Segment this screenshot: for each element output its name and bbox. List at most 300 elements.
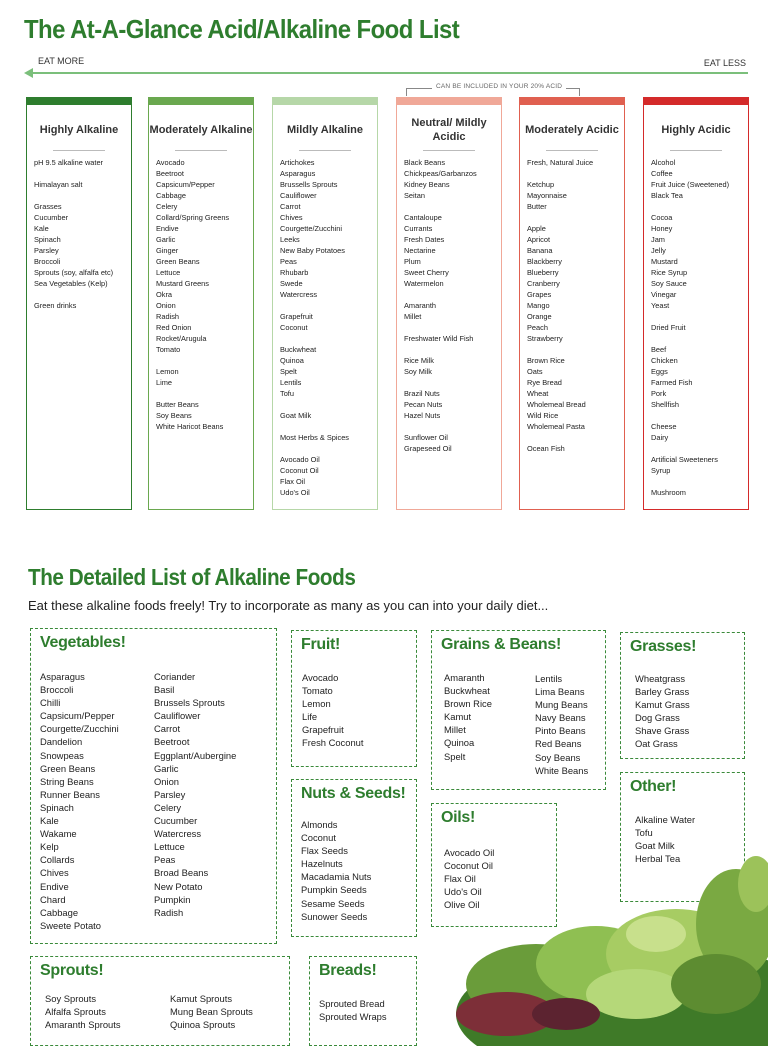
list-item: Onion: [154, 775, 180, 787]
list-item: Yeast: [651, 301, 670, 310]
list-item: Sprouts (soy, alfalfa etc): [34, 268, 114, 277]
list-item: Endive: [40, 880, 69, 892]
list-item: Avocado: [156, 158, 185, 167]
list-item: Peas: [154, 854, 176, 866]
breads-title: Breads!: [319, 962, 377, 979]
list-item: Jam: [651, 235, 665, 244]
list-item: Cucumber: [154, 815, 198, 827]
list-item: Quinoa Sprouts: [170, 1019, 236, 1031]
nuts-seeds-list: [301, 818, 371, 923]
list-item: Beetroot: [156, 169, 184, 178]
list-item: Flax Seeds: [301, 845, 348, 857]
list-item: [280, 300, 373, 311]
list-item: Fruit Juice (Sweetened): [651, 180, 730, 189]
list-item: Banana: [527, 246, 553, 255]
list-item: Blackberry: [527, 257, 562, 266]
list-item: [404, 377, 497, 388]
list-item: [651, 476, 744, 487]
list-item: [156, 388, 249, 399]
list-item: Green Beans: [156, 257, 200, 266]
list-item: Mango: [527, 301, 550, 310]
column-divider: [53, 150, 105, 151]
list-item: Shellfish: [651, 400, 679, 409]
list-item: Goat Milk: [635, 840, 675, 852]
list-item: Quinoa: [280, 356, 304, 365]
list-item: Spinach: [34, 235, 61, 244]
ph-column: [26, 97, 132, 510]
list-item: Lime: [156, 378, 173, 387]
nuts-seeds-title: Nuts & Seeds!: [301, 785, 406, 802]
list-item: Mustard: [651, 257, 678, 266]
list-item: Brazil Nuts: [404, 389, 440, 398]
list-item: [156, 355, 249, 366]
list-item: [527, 344, 620, 355]
list-item: Lemon: [302, 698, 331, 710]
list-item: Mung Beans: [535, 699, 588, 711]
eat-more-less-scale: [24, 52, 748, 80]
arrow-down-icon: [579, 88, 580, 96]
grasses-title: Grasses!: [630, 638, 697, 655]
vegetables-list-1: [40, 670, 119, 932]
leafy-greens-image: [416, 864, 768, 1024]
list-item: Tomato: [156, 345, 181, 354]
list-item: Wholemeal Bread: [527, 400, 586, 409]
list-item: [404, 344, 497, 355]
sprouts-title: Sprouts!: [40, 962, 104, 979]
vegetables-box: [30, 628, 277, 944]
list-item: Orange: [527, 312, 552, 321]
list-item: Amaranth Sprouts: [45, 1019, 121, 1031]
column-color-bar: [148, 97, 254, 105]
list-item: Farmed Fish: [651, 378, 693, 387]
list-item: Kale: [40, 815, 59, 827]
list-item: Amaranth: [444, 672, 485, 683]
list-item: Coffee: [651, 169, 673, 178]
ph-column: [148, 97, 254, 510]
list-item: Grapeseed Oil: [404, 444, 452, 453]
list-item: Parsley: [154, 788, 186, 800]
list-item: Sweete Potato: [40, 919, 101, 931]
list-item: Collard/Spring Greens: [156, 213, 230, 222]
column-items: [651, 157, 744, 498]
column-color-bar: [272, 97, 378, 105]
list-item: Onion: [156, 301, 176, 310]
list-item: Sunower Seeds: [301, 910, 368, 922]
list-item: Pumpkin Seeds: [301, 884, 367, 896]
list-item: Sprouted Bread: [319, 998, 385, 1009]
list-item: Coconut Oil: [280, 466, 319, 475]
list-item: [527, 168, 620, 179]
list-item: Navy Beans: [535, 712, 586, 724]
list-item: Dog Grass: [635, 712, 680, 724]
list-item: Mung Bean Sprouts: [170, 1006, 253, 1018]
arrow-down-icon: [406, 88, 407, 96]
list-item: Hazel Nuts: [404, 411, 441, 420]
list-item: Rhubarb: [280, 268, 309, 277]
list-item: Mayonnaise: [527, 191, 567, 200]
list-item: Broccoli: [40, 684, 74, 696]
list-item: Butter Beans: [156, 400, 199, 409]
vegetables-list-2: [154, 670, 236, 919]
column-divider: [670, 150, 722, 151]
eat-more-label: EAT MORE: [38, 56, 85, 66]
list-item: Fresh, Natural Juice: [527, 158, 594, 167]
list-item: Swede: [280, 279, 303, 288]
list-item: Nectarine: [404, 246, 436, 255]
list-item: Basil: [154, 684, 175, 696]
list-item: Watermelon: [404, 279, 444, 288]
list-item: Sesame Seeds: [301, 897, 365, 909]
list-item: Himalayan salt: [34, 180, 83, 189]
fruit-title: Fruit!: [301, 636, 341, 653]
list-item: Almonds: [301, 819, 338, 830]
list-item: [34, 190, 127, 201]
list-item: Green drinks: [34, 301, 77, 310]
list-item: Dairy: [651, 433, 669, 442]
list-item: Dandelion: [40, 736, 83, 748]
other-list: [635, 813, 695, 865]
list-item: Millet: [444, 724, 466, 736]
list-item: pH 9.5 alkaline water: [34, 158, 104, 167]
breads-list: [319, 997, 387, 1023]
list-item: Garlic: [156, 235, 176, 244]
list-item: Coconut Oil: [444, 860, 493, 872]
list-item: [651, 443, 744, 454]
list-item: Black Beans: [404, 158, 446, 167]
list-item: Carrot: [280, 202, 301, 211]
list-item: Asparagus: [40, 671, 85, 682]
list-item: Endive: [156, 224, 179, 233]
list-item: Cauliflower: [154, 710, 201, 722]
list-item: Blueberry: [527, 268, 559, 277]
list-item: Sprouted Wraps: [319, 1011, 387, 1023]
list-item: Courgette/Zucchini: [280, 224, 343, 233]
sprouts-box: [30, 956, 290, 1046]
list-item: Oats: [527, 367, 543, 376]
list-item: Spinach: [40, 801, 74, 813]
list-item: Asparagus: [280, 169, 316, 178]
list-item: [651, 201, 744, 212]
list-item: Avocado: [302, 672, 339, 683]
column-items: [280, 157, 373, 498]
list-item: [404, 322, 497, 333]
list-item: Goat Milk: [280, 411, 312, 420]
list-item: Flax Oil: [444, 873, 476, 885]
column-title-highly-acidic: Highly Acidic: [661, 123, 731, 136]
list-item: String Beans: [40, 775, 94, 787]
list-item: [651, 410, 744, 421]
fruit-box: [291, 630, 417, 767]
list-item: Mustard Greens: [156, 279, 209, 288]
ph-column: [643, 97, 749, 510]
column-divider: [175, 150, 227, 151]
list-item: Grapefruit: [302, 724, 344, 736]
list-item: Soy Beans: [156, 411, 192, 420]
list-item: Wholemeal Pasta: [527, 422, 585, 431]
list-item: Amaranth: [404, 301, 437, 310]
fruit-list: [302, 671, 364, 750]
list-item: Cocoa: [651, 213, 673, 222]
list-item: Plum: [404, 257, 421, 266]
list-item: Wheatgrass: [635, 673, 686, 684]
list-item: Cucumber: [34, 213, 69, 222]
list-item: Ginger: [156, 246, 179, 255]
list-item: Sunflower Oil: [404, 433, 448, 442]
list-item: Most Herbs & Spices: [280, 433, 350, 442]
list-item: Broad Beans: [154, 867, 209, 879]
list-item: Alfalfa Sprouts: [45, 1006, 106, 1018]
list-item: Soy Milk: [404, 367, 432, 376]
list-item: Runner Beans: [40, 788, 100, 800]
list-item: Garlic: [154, 762, 179, 774]
list-item: Strawberry: [527, 334, 563, 343]
list-item: Apricot: [527, 235, 551, 244]
arrow-left-icon: [24, 68, 33, 78]
list-item: Watercress: [280, 290, 318, 299]
list-item: Coconut: [301, 832, 336, 844]
list-item: Watercress: [154, 828, 202, 840]
grasses-box: [620, 632, 745, 759]
list-item: Seitan: [404, 191, 425, 200]
list-item: Vinegar: [651, 290, 677, 299]
list-item: Grapes: [527, 290, 552, 299]
list-item: Buckwheat: [444, 685, 490, 697]
list-item: Beetroot: [154, 736, 190, 748]
ph-column: [272, 97, 378, 510]
list-item: Spelt: [280, 367, 297, 376]
list-item: Rice Milk: [404, 356, 434, 365]
list-item: Chives: [280, 213, 303, 222]
list-item: Cantaloupe: [404, 213, 442, 222]
list-item: [34, 168, 127, 179]
list-item: [280, 443, 373, 454]
list-item: Chard: [40, 893, 66, 905]
list-item: Soy Sauce: [651, 279, 687, 288]
list-item: Alkaline Water: [635, 814, 696, 825]
list-item: Syrup: [651, 466, 671, 475]
list-item: Lima Beans: [535, 686, 585, 698]
list-item: [404, 421, 497, 432]
list-item: Carrot: [154, 723, 181, 735]
list-item: [527, 212, 620, 223]
column-items: [156, 157, 249, 432]
list-item: [651, 333, 744, 344]
list-item: Sweet Cherry: [404, 268, 449, 277]
list-item: Lettuce: [156, 268, 181, 277]
list-item: Brown Rice: [527, 356, 565, 365]
column-color-bar: [396, 97, 502, 105]
list-item: Radish: [156, 312, 180, 321]
list-item: [34, 289, 127, 300]
list-item: Mushroom: [651, 488, 686, 497]
list-item: Freshwater Wild Fish: [404, 334, 474, 343]
other-title: Other!: [630, 778, 677, 795]
list-item: Shave Grass: [635, 725, 690, 737]
oils-title: Oils!: [441, 809, 476, 826]
list-item: Flax Oil: [280, 477, 306, 486]
grasses-list: [635, 672, 690, 751]
list-item: Lentils: [535, 673, 563, 684]
list-item: Chives: [40, 867, 69, 879]
column-title-moderately-alkaline: Moderately Alkaline: [149, 123, 253, 136]
list-item: Red Beans: [535, 738, 582, 750]
list-item: Tofu: [280, 389, 294, 398]
list-item: Eggplant/Aubergine: [154, 749, 237, 761]
list-item: [404, 289, 497, 300]
list-item: Olive Oil: [444, 899, 480, 911]
list-item: Herbal Tea: [635, 853, 681, 865]
list-item: Parsley: [34, 246, 59, 255]
list-item: Spelt: [444, 750, 466, 762]
list-item: Kamut: [444, 711, 472, 723]
breads-box: [309, 956, 417, 1046]
list-item: Brussells Sprouts: [280, 180, 338, 189]
column-color-bar: [26, 97, 132, 105]
column-color-bar: [643, 97, 749, 105]
list-item: Red Onion: [156, 323, 192, 332]
list-item: Kelp: [40, 841, 59, 853]
list-item: Artificial Sweeteners: [651, 455, 718, 464]
list-item: Chickpeas/Garbanzos: [404, 169, 477, 178]
list-item: Okra: [156, 290, 173, 299]
grains-list-2: [535, 672, 588, 777]
list-item: Kidney Beans: [404, 180, 450, 189]
eat-less-label: EAT LESS: [703, 58, 746, 68]
list-item: Rocket/Arugula: [156, 334, 207, 343]
list-item: Coriander: [154, 671, 196, 682]
list-item: [280, 421, 373, 432]
column-title-moderately-acidic: Moderately Acidic: [525, 123, 619, 136]
list-item: New Potato: [154, 880, 203, 892]
list-item: Brown Rice: [444, 698, 492, 710]
list-item: Buckwheat: [280, 345, 317, 354]
list-item: Soy Sprouts: [45, 993, 97, 1004]
column-items: [34, 157, 127, 311]
list-item: Fresh Dates: [404, 235, 445, 244]
list-item: Cranberry: [527, 279, 560, 288]
list-item: Cabbage: [40, 906, 79, 918]
column-title-neutral-mildly-acidic: Neutral/ Mildly Acidic: [411, 116, 487, 143]
list-item: New Baby Potatoes: [280, 246, 345, 255]
detail-title: The Detailed List of Alkaline Foods: [28, 564, 356, 590]
list-item: Pecan Nuts: [404, 400, 443, 409]
list-item: Wakame: [40, 828, 77, 840]
list-item: Fresh Coconut: [302, 737, 364, 749]
scale-arrow-line: [30, 72, 748, 74]
list-item: Lentils: [280, 378, 302, 387]
list-item: Oat Grass: [635, 738, 678, 750]
list-item: Dried Fruit: [651, 323, 686, 332]
sprouts-list-1: [45, 992, 121, 1031]
list-item: [404, 201, 497, 212]
list-item: Ocean Fish: [527, 444, 565, 453]
list-item: Jelly: [651, 246, 666, 255]
list-item: Chicken: [651, 356, 678, 365]
list-item: Capsicum/Pepper: [40, 710, 115, 722]
list-item: Wheat: [527, 389, 549, 398]
list-item: Hazelnuts: [301, 858, 343, 870]
list-item: Capsicum/Pepper: [156, 180, 215, 189]
list-item: Wild Rice: [527, 411, 559, 420]
list-item: Peas: [280, 257, 297, 266]
grains-title: Grains & Beans!: [441, 636, 561, 653]
list-item: Udo's Oil: [444, 886, 482, 898]
nuts-seeds-box: [291, 779, 417, 937]
list-item: Celery: [154, 801, 182, 813]
vegetables-title: Vegetables!: [40, 634, 126, 651]
list-item: Celery: [156, 202, 178, 211]
list-item: Grasses: [34, 202, 62, 211]
list-item: Radish: [154, 906, 184, 918]
list-item: Pork: [651, 389, 667, 398]
twenty-percent-note: CAN BE INCLUDED IN YOUR 20% ACID: [432, 83, 566, 90]
list-item: Macadamia Nuts: [301, 871, 372, 883]
list-item: Avocado Oil: [444, 847, 495, 858]
list-item: Ketchup: [527, 180, 555, 189]
list-item: Avocado Oil: [280, 455, 320, 464]
list-item: Soy Beans: [535, 751, 581, 763]
column-divider: [299, 150, 351, 151]
column-items: [527, 157, 620, 454]
list-item: Lettuce: [154, 841, 185, 853]
list-item: Cheese: [651, 422, 677, 431]
list-item: Pumpkin: [154, 893, 191, 905]
column-divider: [423, 150, 475, 151]
list-item: [280, 399, 373, 410]
list-item: Apple: [527, 224, 546, 233]
list-item: Millet: [404, 312, 422, 321]
list-item: Quinoa: [444, 737, 475, 749]
list-item: Life: [302, 711, 318, 723]
list-item: Butter: [527, 202, 547, 211]
list-item: Coconut: [280, 323, 308, 332]
list-item: Kamut Sprouts: [170, 993, 233, 1004]
list-item: Artichokes: [280, 158, 315, 167]
list-item: Rice Syrup: [651, 268, 688, 277]
list-item: [280, 333, 373, 344]
list-item: Tomato: [302, 685, 333, 697]
list-item: Barley Grass: [635, 686, 690, 698]
column-title-mildly-alkaline: Mildly Alkaline: [286, 123, 363, 136]
list-item: Chilli: [40, 697, 61, 709]
list-item: Pinto Beans: [535, 725, 586, 737]
list-item: Snowpeas: [40, 749, 84, 761]
list-item: Eggs: [651, 367, 668, 376]
list-item: [527, 432, 620, 443]
grains-box: [431, 630, 606, 790]
list-item: Rye Bread: [527, 378, 562, 387]
list-item: Green Beans: [40, 762, 96, 774]
grains-list-1: [444, 671, 492, 763]
list-item: Tofu: [635, 827, 653, 839]
list-item: Udo's Oil: [280, 488, 310, 497]
list-item: Peach: [527, 323, 548, 332]
list-item: Courgette/Zucchini: [40, 723, 119, 735]
list-item: Currants: [404, 224, 433, 233]
list-item: Beef: [651, 345, 667, 354]
list-item: Black Tea: [651, 191, 683, 200]
list-item: Leeks: [280, 235, 300, 244]
sprouts-list-2: [170, 992, 253, 1031]
twenty-percent-bracket: [404, 83, 582, 97]
ph-column: [396, 97, 502, 510]
detail-subtitle: Eat these alkaline foods freely! Try to incorporate as many as you can into your daily diet...: [28, 598, 549, 613]
column-title-highly-alkaline: Highly Alkaline: [39, 123, 119, 136]
list-item: Kale: [34, 224, 49, 233]
list-item: Cabbage: [156, 191, 186, 200]
list-item: Collards: [40, 854, 75, 866]
list-item: White Haricot Beans: [156, 422, 224, 431]
